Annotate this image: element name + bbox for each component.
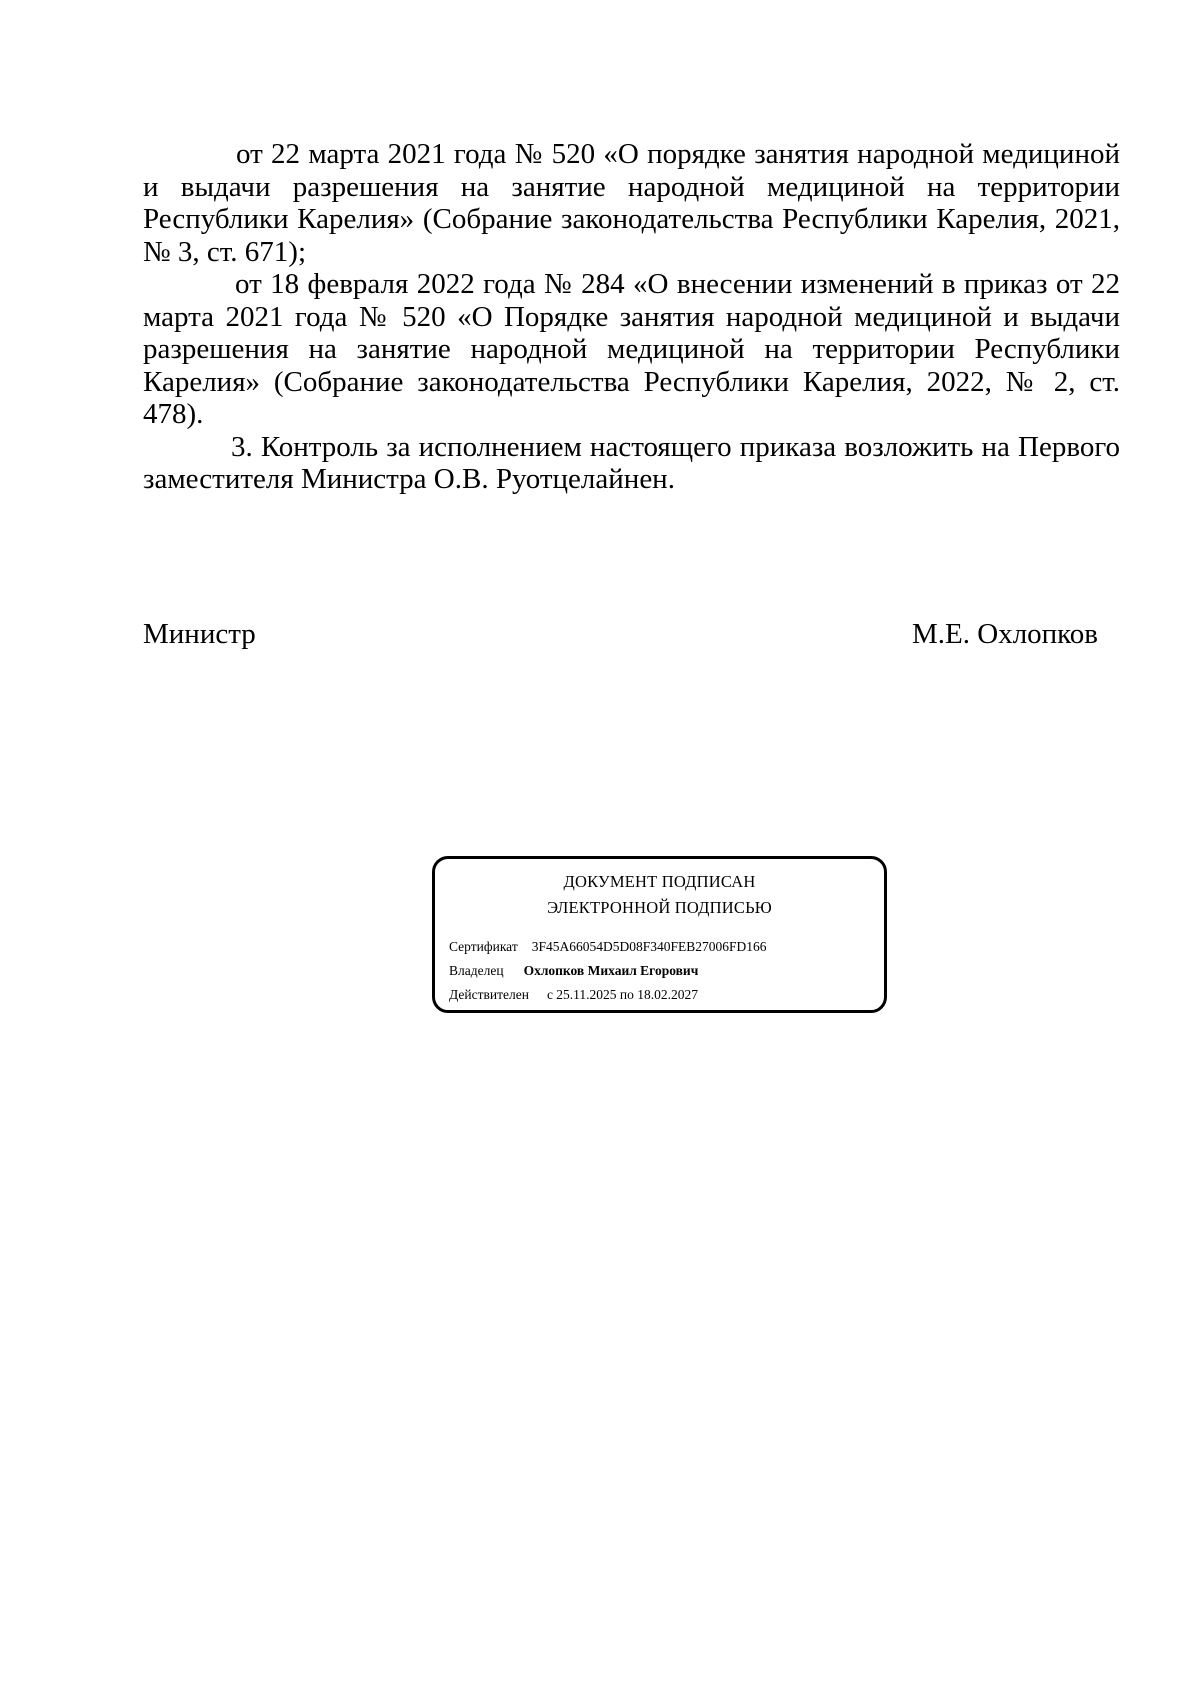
stamp-certificate-label: Сертификат <box>449 939 518 954</box>
signatory-position: Министр <box>143 618 256 650</box>
stamp-owner-label: Владелец <box>449 963 504 978</box>
stamp-title-line-1: ДОКУМЕНТ ПОДПИСАН <box>563 872 756 891</box>
stamp-certificate-row <box>449 938 767 956</box>
signature-block <box>143 618 1098 650</box>
stamp-owner-value: Охлопков Михаил Егорович <box>523 963 699 978</box>
stamp-validity-row <box>449 986 698 1004</box>
stamp-certificate-value: 3F45A66054D5D08F340FEB27006FD166 <box>531 939 767 954</box>
stamp-owner-row <box>449 962 698 980</box>
signatory-name: М.Е. Охлопков <box>912 618 1098 650</box>
stamp-title <box>435 869 884 921</box>
stamp-validity-value: с 25.11.2025 по 18.02.2027 <box>546 987 699 1002</box>
stamp-title-line-2: ЭЛЕКТРОННОЙ ПОДПИСЬЮ <box>547 898 772 917</box>
paragraph-order-520: от 22 марта 2021 года № 520 «О порядке занятия народной медициной и выдачи разрешения на занятие народной медициной на территории Республики Карелия» (Собрание законодательства Республики Карелия, 2021, № 3, ст. 671); <box>143 138 1120 268</box>
electronic-signature-stamp <box>432 856 887 1013</box>
paragraph-item-3-control: 3. Контроль за исполнением настоящего приказа возложить на Первого заместителя Министра О.В. Руотцелайнен. <box>143 430 1120 495</box>
paragraph-order-284: от 18 февраля 2022 года № 284 «О внесении изменений в приказ от 22 марта 2021 года № 520 «О Порядке занятия народной медициной и выдачи разрешения на занятие народной медициной на территории Республики Карелия» (Собрание законодательства Республики Карелия, 2022, № 2, ст. 478). <box>143 268 1120 430</box>
document-body <box>143 138 1120 496</box>
stamp-validity-label: Действителен <box>449 987 529 1002</box>
